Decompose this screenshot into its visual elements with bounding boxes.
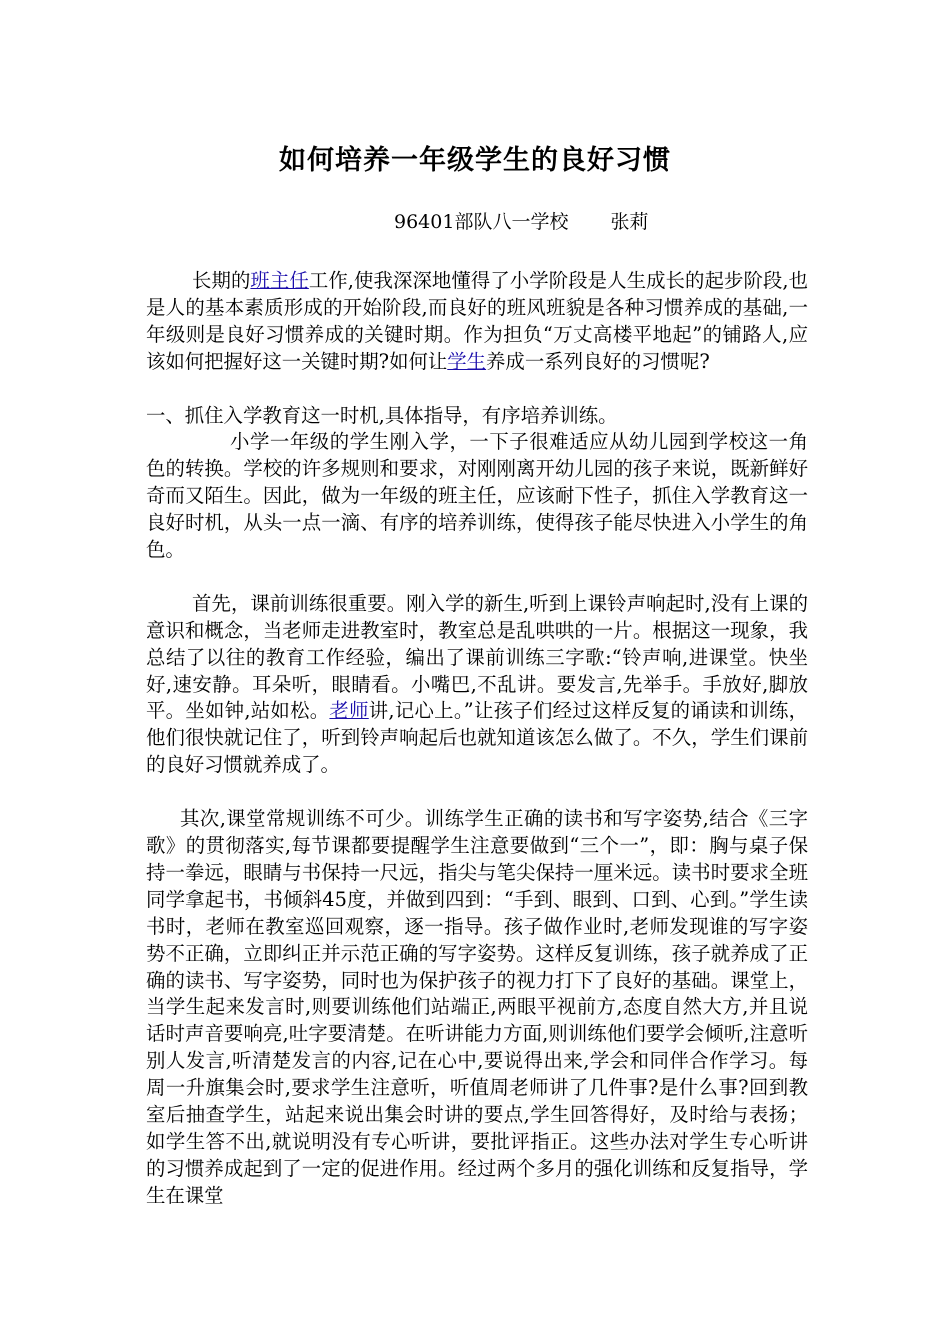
link-laoshi[interactable]: 老师 bbox=[329, 699, 369, 723]
spacer bbox=[146, 779, 808, 806]
link-banzhuren[interactable]: 班主任 bbox=[250, 269, 309, 292]
intro-paragraph bbox=[146, 268, 808, 376]
document-body bbox=[146, 268, 808, 1210]
spacer bbox=[146, 376, 808, 403]
section1-paragraph-3: 其次,课堂常规训练不可少。训练学生正确的读书和写字姿势,结合《三字歌》的贯彻落实,每节课都要提醒学生注意要做到“三个一”，即：胸与桌子保持一拳远，眼睛与书保持一尺远，指尖与笔尖保持一厘米远。读书时要求全班同学拿起书，书倾斜45度，并做到四到：“手到、眼到、口到、心到。”学生读书时，老师在教室巡回观察，逐一指导。孩子做作业时,老师发现谁的写字姿势不正确，立即纠正并示范正确的写字姿势。这样反复训练，孩子就养成了正确的读书、写字姿势，同时也为保护孩子的视力打下了良好的基础。课堂上，当学生起来发言时,则要训练他们站端正,两眼平视前方,态度自然大方,并且说话时声音要响亮,吐字要清楚。在听讲能力方面,则训练他们要学会倾听,注意听别人发言,听清楚发言的内容,记在心中,要说得出来,学会和同伴合作学习。每周一升旗集会时,要求学生注意听，听值周老师讲了几件事?是什么事?回到教室后抽查学生，站起来说出集会时讲的要点,学生回答得好，及时给与表扬；如学生答不出,就说明没有专心听讲，要批评指正。这些办法对学生专心听讲的习惯养成起到了一定的促进作用。经过两个多月的强化训练和反复指导，学生在课堂 bbox=[146, 807, 808, 1207]
intro-text-3: 养成一系列良好的习惯呢? bbox=[486, 349, 710, 373]
section1-heading: 一、抓住入学教育这一时机,具体指导，有序培养训练。 bbox=[146, 403, 618, 427]
section1-paragraph-1: 小学一年级的学生刚入学，一下子很难适应从幼儿园到学校这一角色的转换。学校的许多规则和要求，对刚刚离开幼儿园的孩子来说，既新鲜好奇而又陌生。因此，做为一年级的班主任，应该耐下性子，抓住入学教育这一良好时机，从头一点一滴、有序的培养训练，使得孩子能尽快进入小学生的角色。 bbox=[146, 430, 808, 562]
paragraph-2-text-2: 讲,记心上。”让孩子们经过这样反复的诵读和训练，他们很快就记住了，听到铃声响起后也就知道该怎么做了。不久，学生们课前的良好习惯就养成了。 bbox=[146, 699, 808, 777]
document-title: 如何培养一年级学生的良好习惯 bbox=[279, 145, 671, 176]
spacer bbox=[146, 564, 808, 591]
byline bbox=[394, 208, 648, 236]
link-xuesheng[interactable]: 学生 bbox=[447, 349, 487, 373]
intro-text-1: 长期的 bbox=[192, 269, 251, 292]
section1-paragraph-2 bbox=[146, 591, 808, 779]
byline-author: 张莉 bbox=[610, 211, 649, 233]
intro-text-2: 工作,使我深深地懂得了小学阶段是人生成长的起步阶段,也是人的基本素质形成的开始阶段,而良好的班风班貌是各种习惯养成的基础,一年级则是良好习惯养成的关键时期。作为担负“万丈高楼平地起”的铺路人,应该如何把握好这一关键时期?如何让 bbox=[146, 269, 809, 373]
byline-school: 96401部队八一学校 bbox=[394, 211, 569, 233]
paragraph-2-text-1: 首先，课前训练很重要。刚入学的新生,听到上课铃声响起时,没有上课的意识和概念，当老师走进教室时，教室总是乱哄哄的一片。根据这一现象，我总结了以往的教育工作经验，编出了课前训练三字歌:“铃声响,进课堂。快坐好,速安静。耳朵听，眼睛看。小嘴巴,不乱讲。要发言,先举手。手放好,脚放平。坐如钟,站如松。 bbox=[146, 591, 808, 723]
